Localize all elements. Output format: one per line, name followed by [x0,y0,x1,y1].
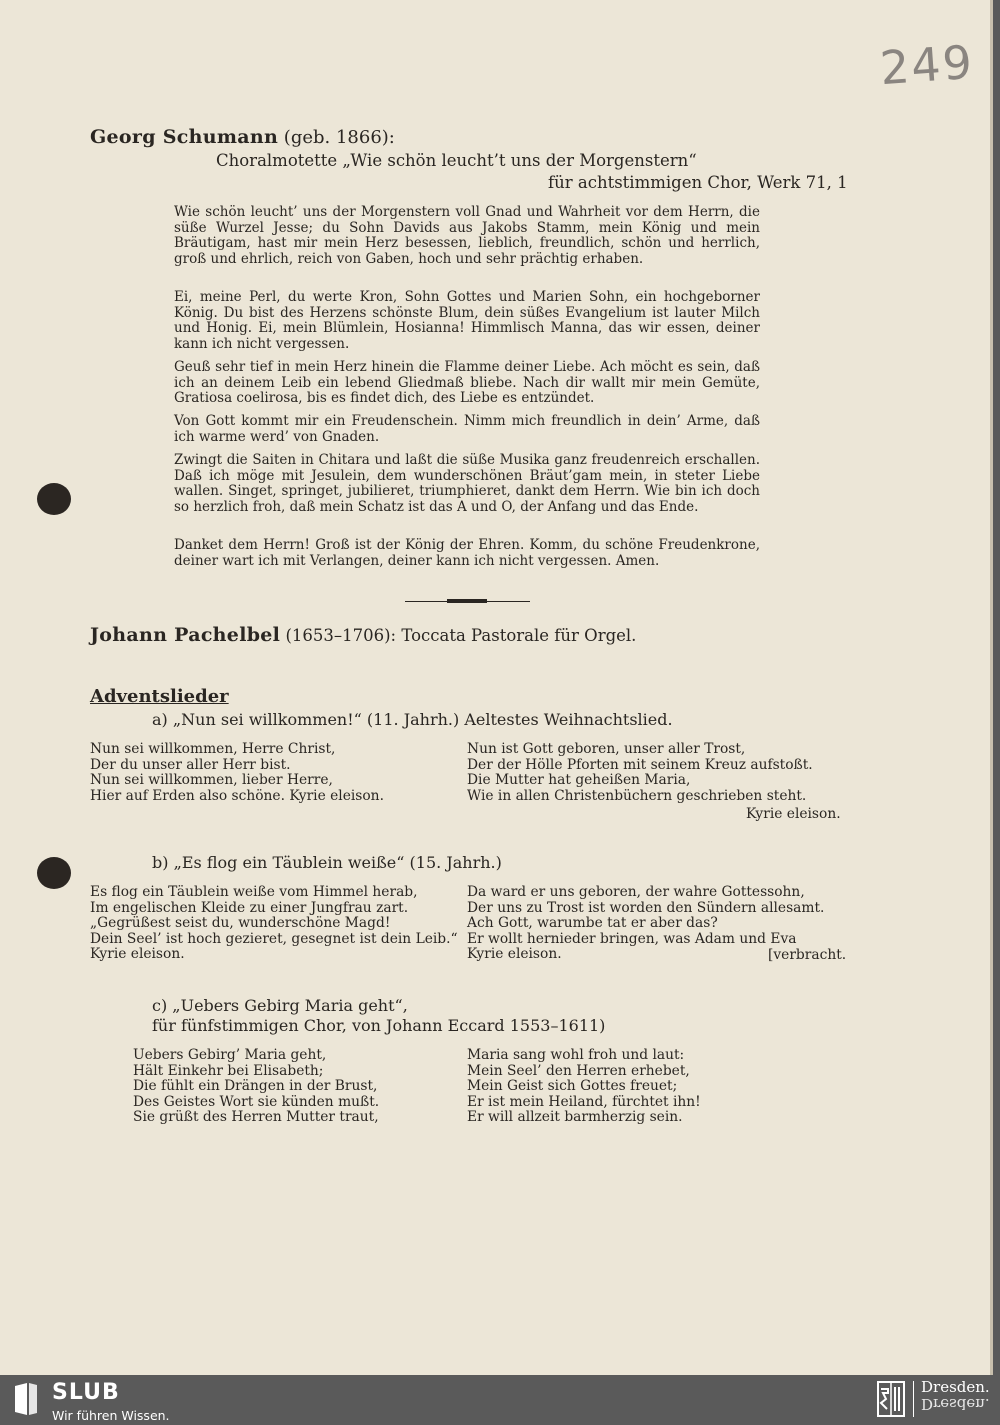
text-paragraph: Geuß sehr tief in mein Herz hinein die Flamme deiner Liebe. Ach möcht es sein, daß ich an deinem Leib ein lebend Gliedmaß bliebe. Nach dir wallt mir mein Gemüte, Gratiosa coelirosa, bis es findet dich, des Liebe es entzündet. [174,359,760,406]
verse-line: Er ist mein Heiland, fürchtet ihn! [467,1093,701,1110]
verse-line: Maria sang wohl froh und laut: [467,1047,685,1063]
text-paragraph: Danket dem Herrn! Groß ist der König der Ehren. Komm, du schöne Freudenkrone, deiner wart ich mit Verlangen, deiner kann ich nicht vergessen. Amen. [174,537,760,569]
composer-name: Johann Pachelbel [90,624,281,646]
section-divider-mark [447,599,487,603]
work-description: (1653–1706): Toccata Pastorale für Orgel. [285,626,637,645]
dresden-coat-of-arms-icon[interactable] [877,1381,905,1417]
dresden-wordmark[interactable]: Dresden. [921,1378,990,1396]
verse-line: Des Geistes Wort sie künden mußt. [133,1093,380,1110]
section-heading: Adventslieder [90,686,229,707]
song-title: b) „Es flog ein Täublein weiße“ (15. Jahrh.) [152,853,502,872]
dresden-wordmark-reflection: Dresden. [921,1395,990,1413]
schumann-header [90,126,395,148]
verse-line: Ach Gott, warumbe tat er aber das? [467,915,718,931]
verse-line: Kyrie eleison. [467,946,562,962]
pachelbel-line [90,624,636,646]
verse-line: Kyrie eleison. [90,946,185,962]
verse-line: Da ward er uns geboren, der wahre Gottessohn, [467,884,805,900]
verse-left [133,1048,379,1126]
verse-tail: [verbracht. [768,947,847,963]
verse-line: Dein Seel’ ist hoch gezieret, gesegnet ist dein Leib.“ [90,930,458,947]
verse-line: Er wollt hernieder bringen, was Adam und Eva [467,930,797,947]
verse-line: Es flog ein Täublein weiße vom Himmel herab, [90,884,418,900]
verse-line: Im engelischen Kleide zu einer Jungfrau zart. [90,899,409,916]
composer-dates: (geb. 1866): [283,127,395,148]
slub-brand[interactable]: SLUB [52,1380,120,1405]
verse-line: Er will allzeit barmherzig sein. [467,1109,683,1125]
text-paragraph: Ei, meine Perl, du werte Kron, Sohn Gottes und Marien Sohn, ein hochgeborner König. Du bist des Herzens schönste Blum, dein süßes Evangelium ist lauter Milch und Honig. Ei, mein Blümlein, Hosianna! Himmlisch Manna, das wir essen, deiner kann ich nicht vergessen. [174,289,760,352]
text-paragraph: Von Gott kommt mir ein Freudenschein. Nimm mich freundlich in dein’ Arme, daß ich warme werd’ von Gnaden. [174,413,760,445]
verse-left [90,742,384,804]
punch-hole [37,857,71,889]
verse-line: Der uns zu Trost ist worden den Sündern allesamt. [467,899,825,916]
verse-line: Die fühlt ein Drängen in der Brust, [133,1078,378,1094]
verse-line: Nun sei willkommen, lieber Herre, [90,772,333,788]
work-title: Choralmotette „Wie schön leucht’t uns der Morgenstern“ [216,151,697,170]
verse-line: „Gegrüßest seist du, wunderschöne Magd! [90,915,391,931]
verse-line: Wie in allen Christenbüchern geschrieben steht. [467,787,807,804]
verse-line: Nun sei willkommen, Herre Christ, [90,741,336,757]
verse-tail: Kyrie eleison. [746,806,841,822]
song-title: a) „Nun sei willkommen!“ (11. Jahrh.) Aeltestes Weihnachtslied. [152,710,673,729]
verse-line: Uebers Gebirg’ Maria geht, [133,1047,327,1063]
verse-line: Mein Seel’ den Herren erhebet, [467,1062,690,1079]
composer-name: Georg Schumann [90,126,279,148]
verse-right [467,742,813,804]
verse-line: Nun ist Gott geboren, unser aller Trost, [467,741,746,757]
verse-line: Die Mutter hat geheißen Maria, [467,772,691,788]
verse-right [467,1048,701,1126]
page-number: 249 [878,34,976,96]
song-title: c) „Uebers Gebirg Maria geht“, [152,996,408,1015]
logo-divider [913,1381,914,1417]
verse-left [90,885,458,963]
work-subtitle: für achtstimmigen Chor, Werk 71, 1 [548,173,848,192]
slub-tagline: Wir führen Wissen. [52,1408,170,1423]
verse-line: Hier auf Erden also schöne. Kyrie eleison. [90,787,384,804]
punch-hole [37,483,71,515]
footer-bar [0,1375,1000,1425]
text-paragraph: Zwingt die Saiten in Chitara und laßt die süße Musika ganz freudenreich erschallen. Daß ich möge mit Jesulein, dem wunderschönen Bräut’gam mein, in steter Liebe wallen. Singet, springet, jubilieret, triumphieret, dankt dem Herrn. Wie bin ich doch so herzlich froh, daß mein Schatz ist das A und O, der Anfang und das Ende. [174,452,760,515]
verse-line: Hält Einkehr bei Elisabeth; [133,1062,324,1079]
verse-line: Der der Hölle Pforten mit seinem Kreuz aufstoßt. [467,756,813,773]
slub-logo-icon[interactable] [13,1382,39,1416]
text-paragraph: Wie schön leucht’ uns der Morgenstern voll Gnad und Wahrheit vor dem Herrn, die süße Wurzel Jesse; du Sohn Davids aus Jakobs Stamm, mein König und mein Bräutigam, hast mir mein Herz besessen, lieblich, freundlich, schön und herrlich, groß und ehrlich, reich von Gaben, hoch und sehr prächtig erhaben. [174,204,760,267]
verse-line: Der du unser aller Herr bist. [90,756,291,773]
verse-line: Sie grüßt des Herren Mutter traut, [133,1109,379,1125]
song-subtitle: für fünfstimmigen Chor, von Johann Eccard 1553–1611) [152,1016,606,1035]
verse-line: Mein Geist sich Gottes freuet; [467,1078,678,1094]
